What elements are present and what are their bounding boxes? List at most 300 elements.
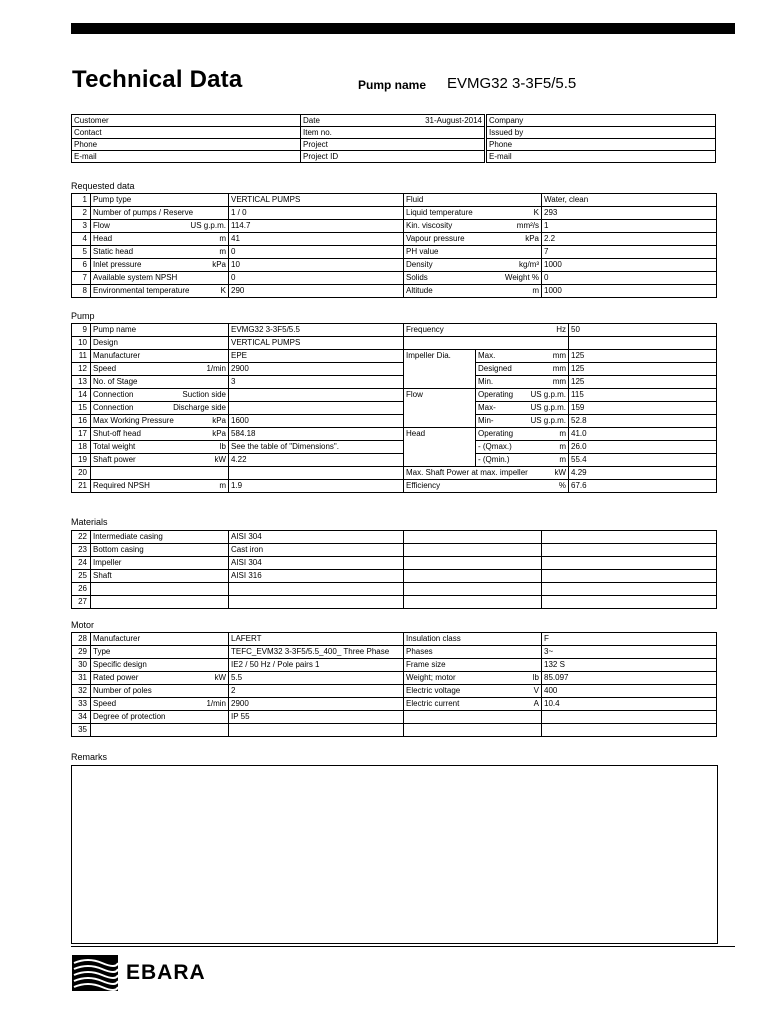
max-shaft-power-value: 4.29 — [569, 467, 717, 480]
info-right-label: E-mail — [487, 151, 716, 163]
flow-value: 159 — [569, 402, 717, 415]
row-number: 29 — [72, 646, 91, 659]
motor-param-unit — [222, 633, 226, 644]
row-number: 31 — [72, 672, 91, 685]
req-value: 0 — [229, 246, 404, 259]
pump-param — [91, 415, 229, 428]
section-heading-materials: Materials — [71, 517, 108, 527]
section-heading-pump: Pump — [71, 311, 95, 321]
material-part — [91, 583, 229, 596]
row-number: 18 — [72, 441, 91, 454]
motor-param — [91, 646, 229, 659]
req-rvalue: 7 — [542, 246, 717, 259]
info-mid-label: Project — [303, 140, 328, 149]
table-row — [72, 570, 717, 583]
empty-cell — [542, 583, 717, 596]
table-row — [487, 139, 716, 151]
table-row — [72, 685, 717, 698]
motor-value: LAFERT — [229, 633, 404, 646]
req-param — [91, 207, 229, 220]
table-row — [72, 259, 717, 272]
top-rule — [71, 23, 735, 34]
motor-param-unit — [222, 711, 226, 722]
motor-rparam — [404, 698, 542, 711]
flow-sub — [476, 402, 569, 415]
pump-param-unit: 1/min — [206, 364, 226, 373]
efficiency-label: Efficiency — [406, 481, 441, 490]
motor-rvalue: 132 S — [542, 659, 717, 672]
row-number: 7 — [72, 272, 91, 285]
flow-sub — [476, 389, 569, 402]
req-value: 1 / 0 — [229, 207, 404, 220]
req-rparam — [404, 233, 542, 246]
frequency — [404, 324, 569, 337]
req-rparam-label: PH value — [406, 247, 439, 256]
table-row — [72, 544, 717, 557]
empty-cell — [542, 570, 717, 583]
head-group-label: Head — [404, 428, 476, 467]
pump-param-label: Connection — [93, 390, 134, 399]
table-row — [72, 115, 485, 127]
table-row — [72, 596, 717, 609]
info-mid-label: Project ID — [303, 152, 339, 161]
motor-rvalue: F — [542, 633, 717, 646]
material-part: Impeller — [91, 557, 229, 570]
req-param-unit: kPa — [212, 260, 226, 269]
req-rparam-label: Density — [406, 260, 433, 269]
material-part — [91, 596, 229, 609]
pump-value — [229, 389, 404, 402]
row-number: 30 — [72, 659, 91, 672]
motor-rparam-unit — [535, 659, 539, 670]
pump-param-unit: Suction side — [182, 390, 226, 399]
head-sub — [476, 454, 569, 467]
head-sub-label: Operating — [478, 429, 514, 438]
impeller-sub — [476, 376, 569, 389]
empty-cell — [404, 570, 542, 583]
pump-value: EVMG32 3-3F5/5.5 — [229, 324, 404, 337]
impeller-sub-label: Max. — [478, 351, 496, 360]
empty-cell — [404, 583, 542, 596]
pump-param — [91, 376, 229, 389]
req-rparam-label: Vapour pressure — [406, 234, 465, 243]
req-rparam-label: Kin. viscosity — [406, 221, 453, 230]
info-mid-unit: 31-August-2014 — [425, 116, 482, 125]
info-right-label: Issued by — [487, 127, 716, 139]
motor-param-label: Speed — [93, 699, 117, 708]
req-rvalue: Water, clean — [542, 194, 717, 207]
max-shaft-power — [404, 467, 569, 480]
row-number: 15 — [72, 402, 91, 415]
motor-rvalue: 3~ — [542, 646, 717, 659]
impeller-sub — [476, 363, 569, 376]
motor-param-label: Manufacturer — [93, 634, 141, 643]
pump-value — [229, 402, 404, 415]
head-sub-label: - (Qmax.) — [478, 442, 512, 451]
motor-table — [71, 632, 717, 737]
pump-param-unit — [222, 376, 226, 387]
material-value — [229, 583, 404, 596]
row-number: 21 — [72, 480, 91, 493]
pump-param-label: Shaft power — [93, 455, 136, 464]
head-sub-unit: m — [559, 455, 567, 464]
req-param — [91, 259, 229, 272]
info-label: Phone — [72, 139, 301, 151]
table-row — [72, 139, 485, 151]
table-row — [72, 402, 717, 415]
flow-sub-unit: US g.p.m. — [530, 416, 567, 425]
info-mid-unit — [478, 139, 482, 150]
empty-cell — [404, 531, 542, 544]
pump-param-label: Total weight — [93, 442, 136, 451]
motor-rparam-label: Weight; motor — [406, 673, 456, 682]
pump-param — [91, 337, 229, 350]
req-param-unit — [222, 272, 226, 283]
table-row — [72, 428, 717, 441]
motor-rvalue: 85.097 — [542, 672, 717, 685]
req-value: 41 — [229, 233, 404, 246]
flow-value: 115 — [569, 389, 717, 402]
row-number: 22 — [72, 531, 91, 544]
row-number: 28 — [72, 633, 91, 646]
efficiency-value: 67.6 — [569, 480, 717, 493]
table-row — [72, 454, 717, 467]
row-number: 35 — [72, 724, 91, 737]
row-number: 17 — [72, 428, 91, 441]
table-row — [72, 337, 717, 350]
pump-name-value: EVMG32 3-3F5/5.5 — [447, 75, 577, 92]
table-row — [72, 194, 717, 207]
pump-value: 1600 — [229, 415, 404, 428]
pump-param — [91, 324, 229, 337]
req-rparam-unit: kg/m³ — [519, 260, 539, 269]
row-number: 26 — [72, 583, 91, 596]
motor-param-unit — [222, 659, 226, 670]
table-row — [72, 233, 717, 246]
row-number: 4 — [72, 233, 91, 246]
table-row — [72, 467, 717, 480]
impeller-sub-unit: mm — [552, 351, 567, 360]
motor-rparam — [404, 685, 542, 698]
motor-rparam-unit — [535, 633, 539, 644]
table-row — [72, 324, 717, 337]
req-value: 10 — [229, 259, 404, 272]
req-param-unit: K — [220, 286, 226, 295]
table-row — [72, 659, 717, 672]
flow-group-label: Flow — [404, 389, 476, 428]
req-param — [91, 220, 229, 233]
pump-param — [91, 454, 229, 467]
motor-value: IE2 / 50 Hz / Pole pairs 1 — [229, 659, 404, 672]
info-label: E-mail — [72, 151, 301, 163]
req-rvalue: 293 — [542, 207, 717, 220]
req-rparam-label: Fluid — [406, 195, 424, 204]
head-sub-label: - (Qmin.) — [478, 455, 510, 464]
empty-cell — [404, 544, 542, 557]
pump-param-label: Design — [93, 338, 118, 347]
req-param-unit: US g.p.m. — [190, 221, 226, 230]
max-shaft-power-unit: kW — [554, 468, 567, 477]
req-rparam — [404, 207, 542, 220]
motor-rvalue: 10.4 — [542, 698, 717, 711]
bottom-rule — [71, 946, 735, 947]
table-row — [72, 285, 717, 298]
pump-param — [91, 350, 229, 363]
remarks-box — [71, 765, 718, 944]
pump-value: 2900 — [229, 363, 404, 376]
pump-param — [91, 428, 229, 441]
row-number: 25 — [72, 570, 91, 583]
req-rparam — [404, 272, 542, 285]
pump-param — [91, 480, 229, 493]
table-row — [72, 415, 717, 428]
req-rvalue: 1000 — [542, 259, 717, 272]
pump-param-unit — [222, 324, 226, 335]
motor-param — [91, 698, 229, 711]
row-number: 12 — [72, 363, 91, 376]
table-row — [72, 646, 717, 659]
head-value: 41.0 — [569, 428, 717, 441]
pump-param-unit: kPa — [212, 416, 226, 425]
motor-param — [91, 711, 229, 724]
req-rparam-unit — [535, 194, 539, 205]
req-rparam-unit: K — [533, 208, 539, 217]
row-number: 1 — [72, 194, 91, 207]
motor-rparam-label: Frame size — [406, 660, 446, 669]
pump-value: 584.18 — [229, 428, 404, 441]
table-row — [72, 672, 717, 685]
table-row — [72, 127, 485, 139]
req-rvalue: 2.2 — [542, 233, 717, 246]
material-value: AISI 316 — [229, 570, 404, 583]
motor-param-label: Rated power — [93, 673, 139, 682]
material-value: AISI 304 — [229, 531, 404, 544]
row-number: 14 — [72, 389, 91, 402]
row-number: 20 — [72, 467, 91, 480]
materials-table — [71, 530, 717, 609]
req-rvalue: 0 — [542, 272, 717, 285]
table-row — [72, 711, 717, 724]
impeller-value: 125 — [569, 363, 717, 376]
req-rvalue: 1 — [542, 220, 717, 233]
req-param-unit: m — [219, 234, 226, 243]
material-value: Cast iron — [229, 544, 404, 557]
info-mid — [301, 127, 485, 139]
row-number: 32 — [72, 685, 91, 698]
empty-cell — [569, 337, 717, 350]
table-row — [72, 350, 717, 363]
pump-value: 3 — [229, 376, 404, 389]
table-row — [72, 220, 717, 233]
impeller-value: 125 — [569, 376, 717, 389]
req-value: 114.7 — [229, 220, 404, 233]
req-param-label: Pump type — [93, 195, 132, 204]
table-row — [72, 531, 717, 544]
flow-sub — [476, 415, 569, 428]
head-value: 26.0 — [569, 441, 717, 454]
req-rparam-label: Liquid temperature — [406, 208, 473, 217]
motor-rparam-unit: lb — [532, 673, 539, 682]
req-rparam — [404, 285, 542, 298]
motor-param — [91, 659, 229, 672]
motor-value — [229, 724, 404, 737]
pump-value: 4.22 — [229, 454, 404, 467]
motor-value: TEFC_EVM32 3-3F5/5.5_400_ Three Phase — [229, 646, 404, 659]
empty-cell — [404, 337, 569, 350]
row-number: 34 — [72, 711, 91, 724]
pump-param — [91, 441, 229, 454]
motor-param — [91, 633, 229, 646]
row-number: 19 — [72, 454, 91, 467]
req-rparam — [404, 194, 542, 207]
section-heading-remarks: Remarks — [71, 752, 108, 762]
motor-param-label: Specific design — [93, 660, 147, 669]
efficiency-unit: % — [558, 481, 567, 490]
req-param-unit — [222, 207, 226, 218]
motor-param — [91, 724, 229, 737]
req-param-label: Inlet pressure — [93, 260, 142, 269]
motor-rparam-label: Electric voltage — [406, 686, 461, 695]
pump-param-unit — [222, 337, 226, 348]
pump-param-unit: m — [219, 481, 226, 490]
impeller-value: 125 — [569, 350, 717, 363]
section-heading-motor: Motor — [71, 620, 95, 630]
empty-cell — [542, 557, 717, 570]
empty-cell — [404, 557, 542, 570]
pump-param — [91, 402, 229, 415]
motor-rparam — [404, 659, 542, 672]
motor-rparam-label: Electric current — [406, 699, 460, 708]
info-mid — [301, 139, 485, 151]
table-row — [72, 698, 717, 711]
req-rparam-unit: Weight % — [504, 273, 539, 282]
row-number: 6 — [72, 259, 91, 272]
info-right-label: Company — [487, 115, 716, 127]
req-param-label: Static head — [93, 247, 134, 256]
req-rparam-unit: m — [532, 286, 539, 295]
impeller-sub-label: Designed — [478, 364, 512, 373]
info-label: Contact — [72, 127, 301, 139]
table-row — [487, 115, 716, 127]
req-rparam — [404, 246, 542, 259]
max-shaft-power-label: Max. Shaft Power at max. impeller — [406, 468, 528, 477]
impeller-sub — [476, 350, 569, 363]
flow-sub-label: Max- — [478, 403, 496, 412]
motor-rvalue: 400 — [542, 685, 717, 698]
motor-rparam — [404, 672, 542, 685]
motor-rparam — [404, 646, 542, 659]
frequency-label: Frequency — [406, 325, 444, 334]
info-mid — [301, 151, 485, 163]
table-row — [72, 376, 717, 389]
row-number: 24 — [72, 557, 91, 570]
info-label: Customer — [72, 115, 301, 127]
info-right-label: Phone — [487, 139, 716, 151]
pump-param-label: Max Working Pressure — [93, 416, 174, 425]
row-number: 5 — [72, 246, 91, 259]
req-param — [91, 272, 229, 285]
motor-value: IP 55 — [229, 711, 404, 724]
req-param-label: Available system NPSH — [93, 273, 178, 282]
row-number: 16 — [72, 415, 91, 428]
pump-param-label: Manufacturer — [93, 351, 141, 360]
req-rparam-unit: kPa — [525, 234, 539, 243]
head-sub-unit: m — [559, 429, 567, 438]
motor-param — [91, 685, 229, 698]
req-rvalue: 1000 — [542, 285, 717, 298]
pump-param — [91, 467, 229, 480]
head-sub — [476, 441, 569, 454]
req-param-unit: m — [219, 247, 226, 256]
motor-param — [91, 672, 229, 685]
pump-param — [91, 363, 229, 376]
material-part: Shaft — [91, 570, 229, 583]
motor-value: 5.5 — [229, 672, 404, 685]
empty-cell — [542, 596, 717, 609]
info-table-right — [486, 114, 716, 163]
row-number: 10 — [72, 337, 91, 350]
pump-param-unit: Discharge side — [173, 403, 226, 412]
flow-value: 52.8 — [569, 415, 717, 428]
impeller-group-label: Impeller Dia. — [404, 350, 476, 389]
head-sub — [476, 428, 569, 441]
row-number: 27 — [72, 596, 91, 609]
pump-value: EPE — [229, 350, 404, 363]
motor-rparam-label: Insulation class — [406, 634, 461, 643]
pump-param-label: Connection — [93, 403, 134, 412]
material-part: Bottom casing — [91, 544, 229, 557]
motor-rvalue — [542, 724, 717, 737]
req-param — [91, 233, 229, 246]
motor-rparam — [404, 724, 542, 737]
info-mid-unit — [478, 151, 482, 162]
row-number: 23 — [72, 544, 91, 557]
motor-rvalue — [542, 711, 717, 724]
pump-param-label: Required NPSH — [93, 481, 150, 490]
impeller-sub-label: Min. — [478, 377, 494, 386]
pump-value — [229, 467, 404, 480]
info-mid-label: Item no. — [303, 128, 332, 137]
motor-param-label: Type — [93, 647, 111, 656]
table-row — [72, 441, 717, 454]
row-number: 3 — [72, 220, 91, 233]
motor-value: 2 — [229, 685, 404, 698]
req-param-label: Environmental temperature — [93, 286, 190, 295]
req-rparam — [404, 259, 542, 272]
row-number: 2 — [72, 207, 91, 220]
pump-param-unit: kW — [214, 455, 226, 464]
impeller-sub-unit: mm — [552, 377, 567, 386]
table-row — [72, 633, 717, 646]
empty-cell — [404, 596, 542, 609]
page-title: Technical Data — [72, 66, 243, 93]
row-number: 11 — [72, 350, 91, 363]
material-value: AISI 304 — [229, 557, 404, 570]
pump-param-label: No. of Stage — [93, 377, 138, 386]
info-mid — [301, 115, 485, 127]
req-param — [91, 285, 229, 298]
table-row — [487, 151, 716, 163]
flow-sub-label: Operating — [478, 390, 514, 399]
pump-param — [91, 389, 229, 402]
req-param — [91, 246, 229, 259]
req-value: VERTICAL PUMPS — [229, 194, 404, 207]
table-row — [72, 272, 717, 285]
head-sub-unit: m — [559, 442, 567, 451]
info-table — [71, 114, 485, 163]
table-row — [487, 127, 716, 139]
row-number: 9 — [72, 324, 91, 337]
